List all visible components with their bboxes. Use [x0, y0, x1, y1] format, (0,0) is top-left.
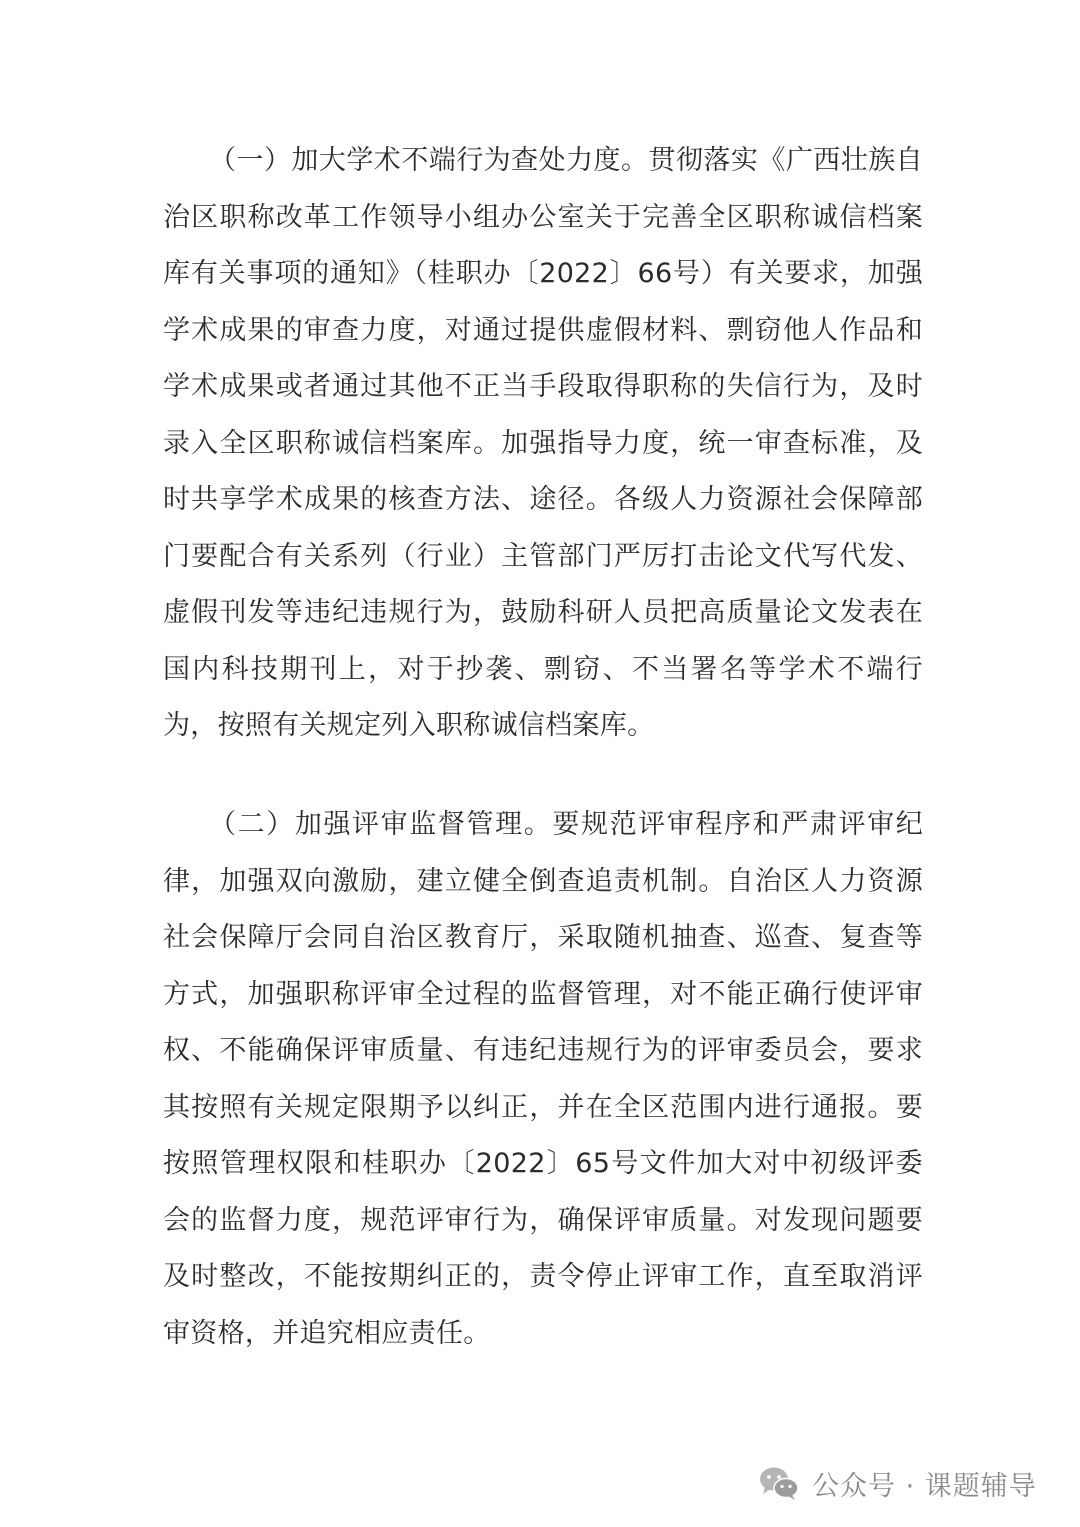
watermark-text: 公众号 · 课题辅导: [812, 1470, 1037, 1502]
paragraph-1: （一）加大学术不端行为查处力度。贯彻落实《广西壮族自治区职称改革工作领导小组办公室关于完善全区职称诚信档案库有关事项的通知》（桂职办〔2022〕66号）有关要求，加强学术成果的审查力度，对通过提供虚假材料、剽窃他人作品和学术成果或者通过其他不正当手段取得职称的失信行为，及时录入全区职称诚信档案库。加强指导力度，统一审查标准，及时共享学术成果的核查方法、途径。各级人力资源社会保障部门要配合有关系列（行业）主管部门严厉打击论文代写代发、虚假刊发等违纪违规行为，鼓励科研人员把高质量论文发表在国内科技期刊上，对于抄袭、剽窃、不当署名等学术不端行为，按照有关规定列入职称诚信档案库。: [163, 145, 923, 741]
wechat-icon: [758, 1465, 812, 1501]
watermark: [758, 1458, 1037, 1508]
paragraph-2: （二）加强评审监督管理。要规范评审程序和严肃评审纪律，加强双向激励，建立健全倒查追责机制。自治区人力资源社会保障厅会同自治区教育厅，采取随机抽查、巡查、复查等方式，加强职称评审全过程的监督管理，对不能正确行使评审权、不能确保评审质量、有违纪违规行为的评审委员会，要求其按照有关规定限期予以纠正，并在全区范围内进行通报。要按照管理权限和桂职办〔2022〕65号文件加大对中初级评委会的监督力度，规范评审行为，确保评审质量。对发现问题要及时整改，不能按期纠正的，责令停止评审工作，直至取消评审资格，并追究相应责任。: [163, 809, 923, 1349]
